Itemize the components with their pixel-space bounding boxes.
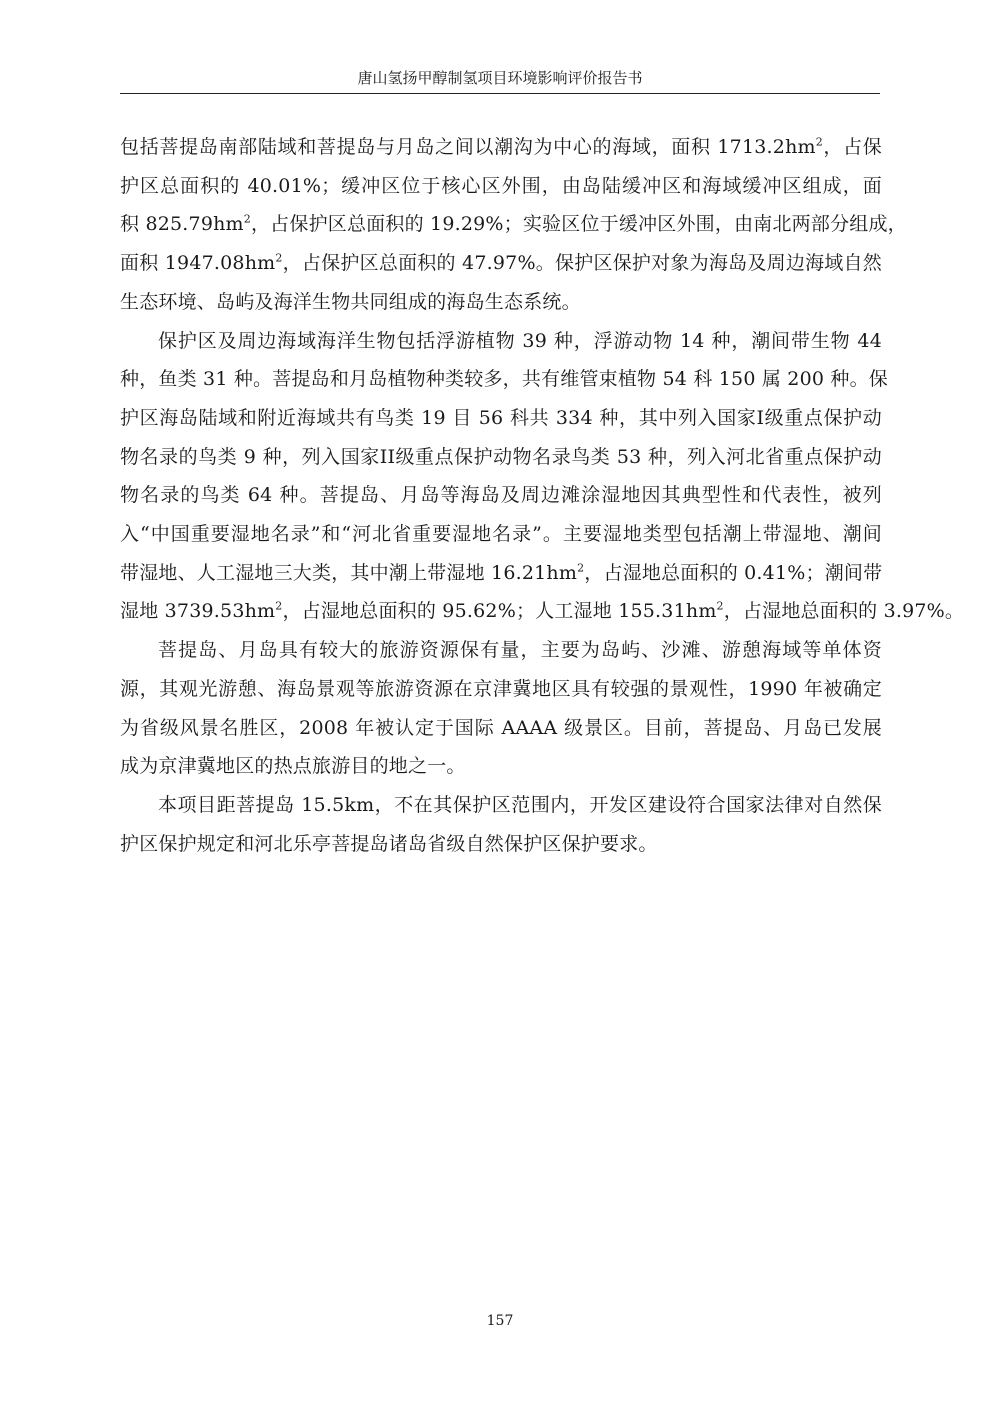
text-line	[120, 476, 882, 515]
text-line	[120, 438, 882, 477]
text-line	[120, 244, 882, 283]
text-line	[120, 322, 882, 361]
text-line	[120, 786, 882, 825]
text-segment: 种，鱼类 31 种。菩提岛和月岛植物种类较多，共有维管束植物 54 科 150 属 200 种。保	[120, 368, 889, 391]
text-line	[120, 554, 882, 593]
paragraph	[120, 786, 882, 863]
text-segment: 护区保护规定和河北乐亭菩提岛诸岛省级自然保护区保护要求。	[120, 832, 658, 855]
text-segment: 源，其观光游憩、海岛景观等旅游资源在京津冀地区具有较强的景观性，1990 年被确定	[120, 677, 882, 700]
superscript: 2	[815, 135, 823, 149]
text-line	[120, 709, 882, 748]
text-line	[120, 670, 882, 709]
text-segment: ，占湿地总面积的 0.41%；潮间带	[584, 561, 883, 584]
text-segment: 护区海岛陆域和附近海域共有鸟类 19 目 56 科共 334 种，其中列入国家I级重点保护动	[120, 406, 882, 429]
text-line	[120, 283, 882, 322]
text-segment: 为省级风景名胜区，2008 年被认定于国际 AAAA 级景区。目前，菩提岛、月岛已发展	[120, 716, 882, 739]
superscript: 2	[577, 561, 585, 575]
superscript: 2	[243, 213, 251, 227]
text-line	[120, 128, 882, 167]
text-segment: 入“中国重要湿地名录”和“河北省重要湿地名录”。主要湿地类型包括潮上带湿地、潮间	[120, 523, 882, 546]
text-segment: ，占湿地总面积的 95.62%；人工湿地 155.31hm	[282, 600, 717, 623]
text-segment: 面积 1947.08hm	[120, 252, 276, 275]
paragraph	[120, 631, 882, 786]
text-segment: 菩提岛、月岛具有较大的旅游资源保有量，主要为岛屿、沙滩、游憩海域等单体资	[158, 639, 882, 662]
text-segment: 保护区及周边海域海洋生物包括浮游植物 39 种，浮游动物 14 种，潮间带生物 44	[158, 329, 882, 352]
text-segment: ，占湿地总面积的 3.97%。	[723, 600, 965, 623]
text-segment: 护区总面积的 40.01%；缓冲区位于核心区外围，由岛陆缓冲区和海域缓冲区组成，面	[120, 174, 882, 197]
text-segment: 带湿地、人工湿地三大类，其中潮上带湿地 16.21hm	[120, 561, 578, 584]
text-line	[120, 592, 965, 631]
text-line	[120, 399, 882, 438]
page-number: 157	[486, 1313, 514, 1329]
paragraph	[120, 128, 907, 322]
text-segment: 本项目距菩提岛 15.5km，不在其保护区范围内，开发区建设符合国家法律对自然保	[158, 793, 882, 816]
superscript: 2	[716, 600, 724, 614]
text-line	[120, 747, 882, 786]
text-line	[120, 825, 882, 864]
text-segment: ，占保护区总面积的 47.97%。保护区保护对象为海岛及周边海域自然	[282, 252, 883, 275]
text-segment: 生态环境、岛屿及海洋生物共同组成的海岛生态系统。	[120, 290, 581, 313]
text-segment: 积 825.79hm	[120, 213, 244, 236]
header-rule	[120, 93, 880, 94]
text-segment: 成为京津冀地区的热点旅游目的地之一。	[120, 755, 466, 778]
text-segment: 湿地 3739.53hm	[120, 600, 276, 623]
body-text	[120, 128, 965, 863]
paragraph	[120, 322, 965, 632]
text-line	[120, 360, 889, 399]
superscript: 2	[275, 251, 283, 265]
text-segment: 包括菩提岛南部陆域和菩提岛与月岛之间以潮沟为中心的海域，面积 1713.2hm	[120, 136, 816, 158]
superscript: 2	[275, 600, 283, 614]
text-segment: ，占保护区总面积的 19.29%；实验区位于缓冲区外围，由南北两部分组成，	[250, 213, 907, 236]
text-line	[120, 631, 882, 670]
text-segment: ，占保	[822, 136, 883, 158]
running-header: 唐山氢扬甲醇制氢项目环境影响评价报告书	[357, 69, 643, 87]
text-segment: 物名录的鸟类 9 种，列入国家II级重点保护动物名录鸟类 53 种，列入河北省重点保护动	[120, 445, 882, 468]
text-line	[120, 205, 907, 244]
text-line	[120, 167, 882, 206]
text-line	[120, 515, 882, 554]
text-segment: 物名录的鸟类 64 种。菩提岛、月岛等海岛及周边滩涂湿地因其典型性和代表性，被列	[120, 484, 882, 507]
